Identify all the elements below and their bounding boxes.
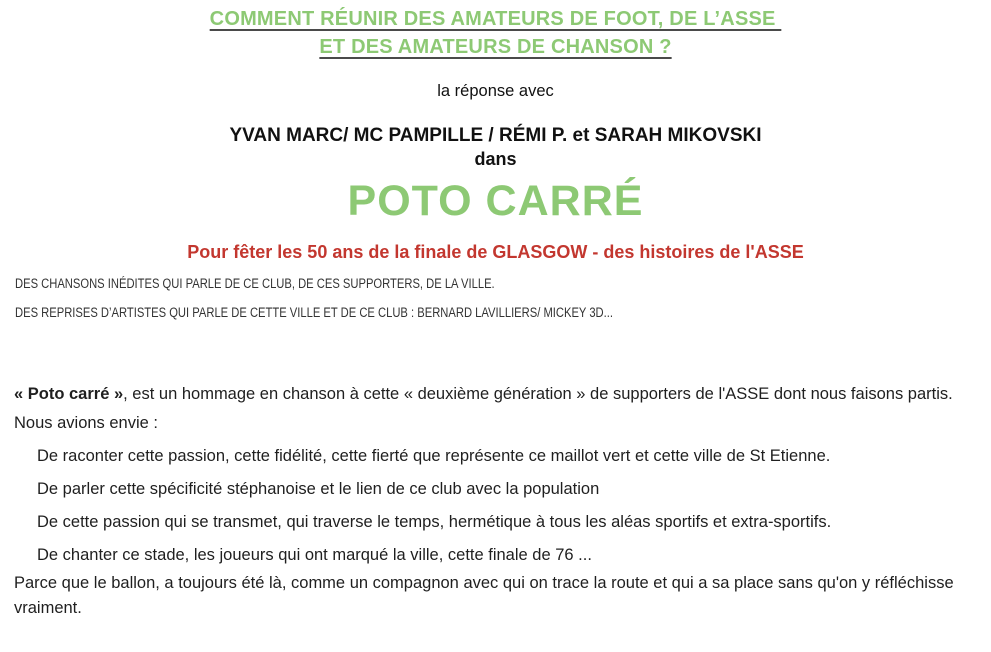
- wishes-intro: Nous avions envie :: [14, 414, 158, 432]
- body-section: [0, 382, 991, 621]
- show-title: POTO CARRÉ: [347, 177, 644, 225]
- page-title-line-2: ET DES AMATEURS DE CHANSON ?: [319, 36, 672, 58]
- tagline: Pour fêter les 50 ans de la finale de GLASGOW - des histoires de l'ASSE: [187, 242, 804, 262]
- homage-rest: , est un hommage en chanson à cette « deuxième génération » de supporters de l'ASSE dont nous faisons partis.: [123, 385, 953, 403]
- intro-line: la réponse avec: [437, 82, 554, 100]
- page-title: [0, 5, 991, 61]
- wish-line: De parler cette spécificité stéphanoise et le lien de ce club avec la population: [37, 480, 600, 498]
- artists-line: YVAN MARC/ MC PAMPILLE / RÉMI P. et SARAH MIKOVSKI: [229, 125, 762, 146]
- document-page: [0, 5, 991, 652]
- features-section: [0, 276, 991, 321]
- wish-line: De chanter ce stade, les joueurs qui ont marqué la ville, cette finale de 76 ...: [37, 546, 592, 564]
- feature-line-songs: DES CHANSONS INÉDITES QUI PARLE DE CE CLUB, DE CES SUPPORTERS, DE LA VILLE.: [15, 276, 495, 291]
- wish-line: De cette passion qui se transmet, qui traverse le temps, hermétique à tous les aléas sportifs et extra-sportifs.: [37, 513, 832, 531]
- homage-lead: « Poto carré »: [14, 385, 124, 403]
- closing-paragraph: Parce que le ballon, a toujours été là, comme un compagnon avec qui on trace la route et qui a sa place sans qu'on y réfléchisse vraiment.: [14, 574, 954, 617]
- wish-line: De raconter cette passion, cette fidélité, cette fierté que représente ce maillot vert et cette ville de St Etienne.: [37, 447, 831, 465]
- feature-line-covers: DES REPRISES D’ARTISTES QUI PARLE DE CETTE VILLE ET DE CE CLUB : BERNARD LAVILLIERS/ MICKEY 3D...: [15, 305, 613, 320]
- page-title-line-1: COMMENT RÉUNIR DES AMATEURS DE FOOT, DE L’ASSE: [209, 8, 782, 30]
- homage-paragraph: [14, 382, 978, 407]
- connector-label: dans: [474, 149, 517, 169]
- wishes-list: [14, 444, 978, 568]
